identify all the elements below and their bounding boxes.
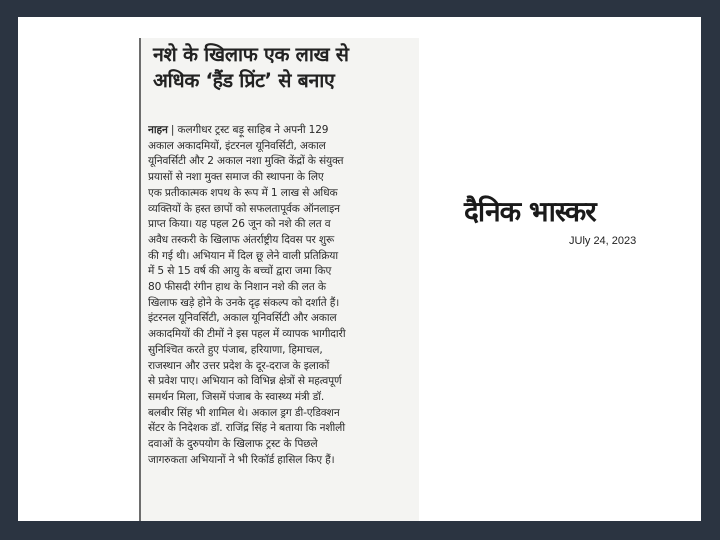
article-line: प्राप्त किया। यह पहल 26 जून को नशे की लत व — [148, 218, 331, 231]
article-line: नाहन | कलगीधर ट्रस्ट बड़ू साहिब ने अपनी 129 — [148, 124, 329, 136]
article-line: बलबीर सिंह भी शामिल थे। अकाल ड्रग डी-एडिक्शन — [148, 406, 340, 419]
article-text: कलगीधर ट्रस्ट बड़ू साहिब ने अपनी 129 — [177, 124, 329, 136]
headline-line: नशे के खिलाफ एक लाख से — [153, 43, 349, 66]
article-line: व्यक्तियों के हस्त छापों को सफलतापूर्वक ऑनलाइन — [148, 202, 340, 215]
article-line: दवाओं के दुरुपयोग के खिलाफ ट्रस्ट के पिछले — [148, 438, 318, 451]
article-line: जागरुकता अभियानों ने भी रिकॉर्ड हासिल किए हैं। — [148, 453, 335, 466]
article-line: में 5 से 15 वर्ष की आयु के बच्चों द्वारा जमा किए — [148, 265, 332, 278]
article-line: सेंटर के निदेशक डॉ. राजिंद्र सिंह ने बताया कि नशीली — [148, 422, 345, 435]
column-rule — [139, 38, 141, 521]
article-line: समर्थन मिला, जिसमें पंजाब के स्वास्थ्य मंत्री डॉ. — [148, 390, 325, 403]
article-line: से प्रवेश पाए। अभियान को विभिन्न क्षेत्रों से महत्वपूर्ण — [148, 375, 342, 388]
article-line: राजस्थान और उत्तर प्रदेश के दूर-दराज के इलाकों — [148, 359, 330, 372]
newspaper-clipping — [139, 38, 419, 521]
article-line: इंटरनल यूनिवर्सिटी, अकाल यूनिवर्सिटी और अकाल — [148, 312, 337, 325]
dateline: नाहन — [148, 124, 168, 136]
article-line: यूनिवर्सिटी और 2 अकाल नशा मुक्ति केंद्रों के संयुक्त — [148, 155, 344, 168]
article-headline — [153, 42, 415, 94]
article-line: अवैध तस्करी के खिलाफ अंतर्राष्ट्रीय दिवस पर शुरू — [148, 233, 335, 246]
article-line: खिलाफ खड़े होने के उनके दृढ़ संकल्प को दर्शाते हैं। — [148, 296, 340, 309]
article-line: एक प्रतीकात्मक शपथ के रूप में 1 लाख से अधिक — [148, 186, 338, 199]
article-line: 80 फीसदी रंगीन हाथ के निशान नशे की लत के — [148, 281, 326, 294]
publication-date: JUly 24, 2023 — [569, 235, 637, 247]
article-line: अकाल अकादमियों, इंटरनल यूनिवर्सिटी, अकाल — [148, 139, 326, 152]
article-body — [148, 123, 414, 468]
article-line: सुनिश्चित करते हुए पंजाब, हरियाणा, हिमाचल, — [148, 343, 323, 356]
publication-logo: दैनिक भास्कर — [464, 195, 596, 228]
slide-canvas — [18, 17, 701, 521]
article-line: की गई थी। अभियान में दिल छू लेने वाली प्रतिक्रिया — [148, 249, 338, 262]
headline-line: अधिक ‘हैंड प्रिंट’ से बनाए — [153, 69, 335, 92]
article-line: अकादमियों की टीमों ने इस पहल में व्यापक भागीदारी — [148, 328, 346, 341]
article-line: प्रयासों से नशा मुक्त समाज की स्थापना के लिए — [148, 171, 324, 184]
